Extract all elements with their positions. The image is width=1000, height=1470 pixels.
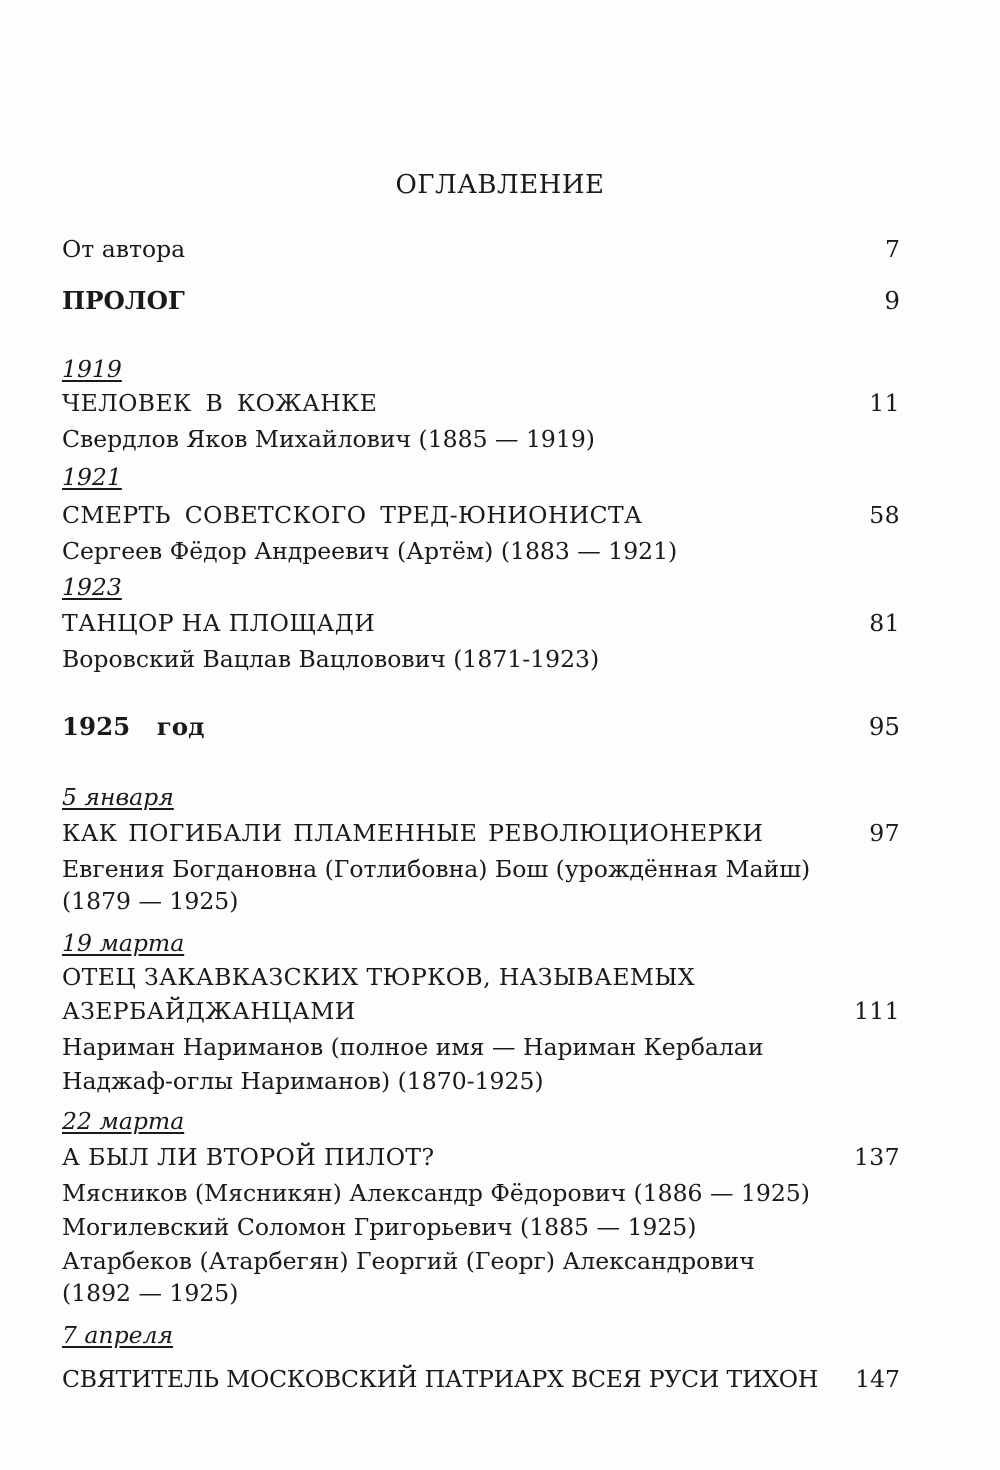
date-label: 1919 [62,355,122,383]
date-label: 1921 [62,463,122,491]
toc-entry [62,232,900,266]
date-label: 1923 [62,573,122,601]
entry-title: ОТЕЦ ЗАКАВКАЗСКИХ ТЮРКОВ, НАЗЫВАЕМЫХ [62,963,696,991]
person-name: (1892 — 1925) [62,1279,239,1307]
toc-person [62,1030,900,1064]
date-label: 19 марта [62,929,185,957]
toc-person [62,1210,900,1244]
toc-entry [62,386,900,420]
toc-section [62,710,900,744]
page-number: 95 [868,712,900,741]
toc-date [62,1318,900,1352]
toc-date [62,926,900,960]
toc-entry [62,1362,900,1396]
toc-date [62,780,900,814]
toc-person [62,1276,900,1310]
section-title: ПРОЛОГ [62,286,185,315]
toc-person [62,534,900,568]
toc-entry [62,960,900,994]
toc-person [62,642,900,676]
person-name: Наджаф-оглы Нариманов) (1870-1925) [62,1067,544,1095]
toc-entry [62,498,900,532]
person-name: Нариман Нариманов (полное имя — Нариман Кербалаи [62,1033,764,1061]
entry-title: СВЯТИТЕЛЬ МОСКОВСКИЙ ПАТРИАРХ ВСЕЯ РУСИ ТИХОН [62,1365,819,1393]
entry-title: СМЕРТЬ СОВЕТСКОГО ТРЕД-ЮНИОНИСТА [62,501,643,529]
toc-entry [62,816,900,850]
entry-title: КАК ПОГИБАЛИ ПЛАМЕННЫЕ РЕВОЛЮЦИОНЕРКИ [62,819,764,847]
toc-person [62,884,900,918]
toc-person [62,422,900,456]
page-number: 11 [869,389,900,417]
toc-section [62,284,900,318]
toc-date [62,1104,900,1138]
page-number: 111 [853,997,900,1025]
date-label: 22 марта [62,1107,185,1135]
page-number: 7 [885,235,900,263]
toc-date [62,570,900,604]
toc-person [62,1244,900,1278]
toc-date [62,460,900,494]
person-name: Свердлов Яков Михайлович (1885 — 1919) [62,425,595,453]
page-number: 9 [884,286,900,315]
toc-entry [62,606,900,640]
person-name: Воровский Вацлав Вацловович (1871-1923) [62,645,600,673]
toc-person [62,852,900,886]
date-label: 5 января [62,783,174,811]
section-title: 1925 год [62,712,205,741]
toc-date [62,352,900,386]
entry-title: А БЫЛ ЛИ ВТОРОЙ ПИЛОТ? [62,1143,435,1171]
toc-entry [62,1140,900,1174]
toc-title: ОГЛАВЛЕНИЕ [395,170,605,200]
page-number: 97 [869,819,900,847]
page-number: 58 [869,501,900,529]
entry-title: АЗЕРБАЙДЖАНЦАМИ [62,997,356,1025]
entry-title: ЧЕЛОВЕК В КОЖАНКЕ [62,389,378,417]
person-name: (1879 — 1925) [62,887,239,915]
person-name: Сергеев Фёдор Андреевич (Артём) (1883 — 1921) [62,537,678,565]
toc-entry [62,994,900,1028]
date-label: 7 апреля [62,1321,174,1349]
person-name: Мясников (Мясникян) Александр Фёдорович (1886 — 1925) [62,1179,810,1207]
toc-person [62,1176,900,1210]
person-name: Евгения Богдановна (Готлибовна) Бош (урождённая Майш) [62,855,811,883]
person-name: Могилевский Соломон Григорьевич (1885 — 1925) [62,1213,697,1241]
person-name: Атарбеков (Атарбегян) Георгий (Георг) Александрович [62,1247,755,1275]
page-number: 81 [869,609,900,637]
page-number: 147 [855,1365,900,1393]
page-number: 137 [853,1143,900,1171]
toc-person [62,1064,900,1098]
entry-title: ТАНЦОР НА ПЛОЩАДИ [62,609,376,637]
entry-title: От автора [62,235,186,263]
